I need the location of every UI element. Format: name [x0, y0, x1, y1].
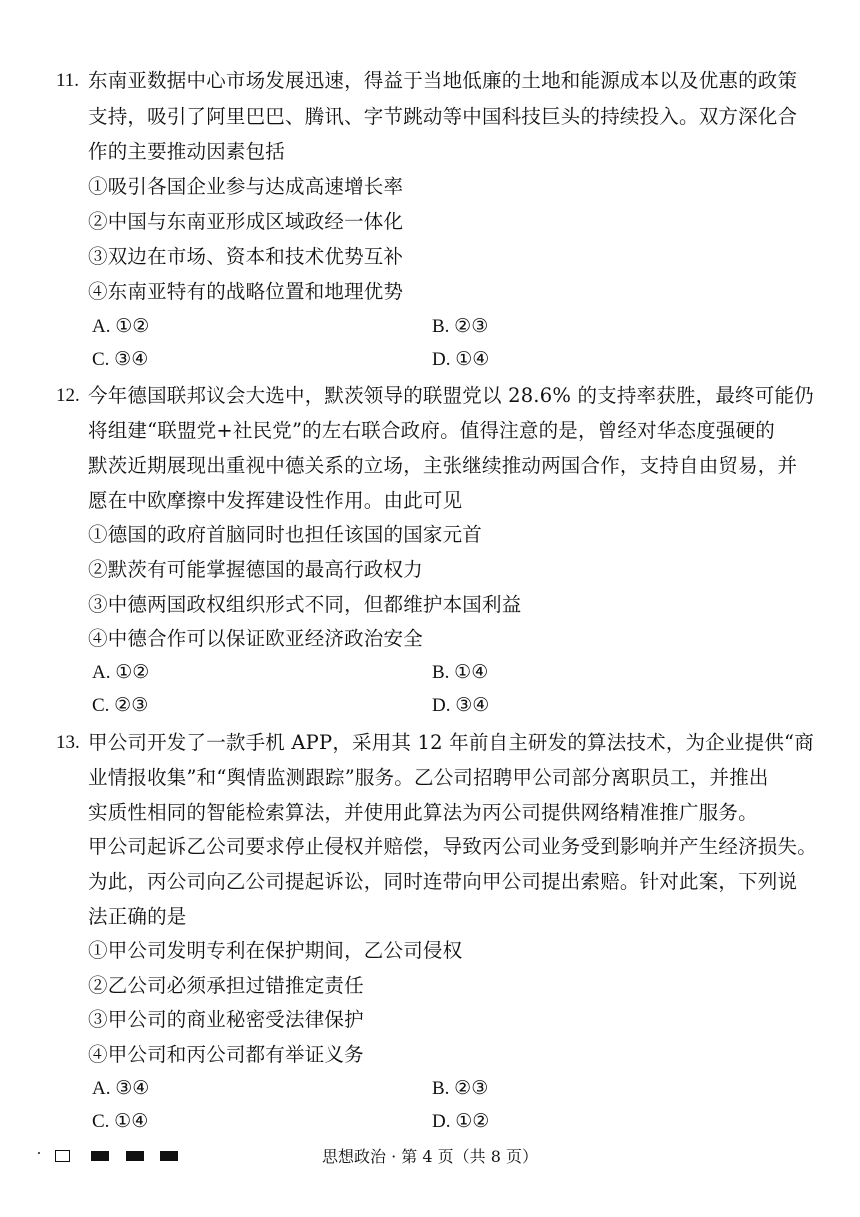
statement-item: ②默茨有可能掌握德国的最高行政权力 [88, 558, 423, 581]
question-stem-line: 作的主要推动因素包括 [88, 140, 286, 163]
answer-option-b: B. ②③ [432, 316, 489, 337]
answer-option-a: A. ③④ [92, 1078, 150, 1099]
answer-option-b: B. ①④ [432, 662, 489, 683]
answer-option-a: A. ①② [92, 662, 150, 683]
answer-option-b: B. ②③ [432, 1078, 489, 1099]
answer-option-a: A. ①② [92, 316, 150, 337]
statement-item: ④甲公司和丙公司都有举证义务 [88, 1043, 364, 1066]
question-stem-line: 东南亚数据中心市场发展迅速，得益于当地低廉的土地和能源成本以及优惠的政策 [88, 69, 798, 92]
statement-item: ④中德合作可以保证欧亚经济政治安全 [88, 627, 423, 650]
statement-item: ②乙公司必须承担过错推定责任 [88, 974, 364, 997]
question-stem-line: 默茨近期展现出重视中德关系的立场，主张继续推动两国合作，支持自由贸易，并 [88, 454, 798, 477]
answer-option-d: D. ①④ [432, 349, 490, 370]
question-stem-line: 愿在中欧摩擦中发挥建设性作用。由此可见 [88, 489, 463, 512]
question-stem-line: 法正确的是 [88, 905, 187, 928]
statement-item: ①德国的政府首脑同时也担任该国的国家元首 [88, 523, 483, 546]
statement-item: ④东南亚特有的战略位置和地理优势 [88, 280, 404, 303]
statement-item: ③双边在市场、资本和技术优势互补 [88, 245, 404, 268]
statement-item: ③甲公司的商业秘密受法律保护 [88, 1008, 364, 1031]
question-stem-line: 支持，吸引了阿里巴巴、腾讯、字节跳动等中国科技巨头的持续投入。双方深化合 [88, 105, 798, 128]
statement-item: ①甲公司发明专利在保护期间，乙公司侵权 [88, 939, 463, 962]
answer-option-c: C. ①④ [92, 1111, 149, 1132]
answer-option-c: C. ②③ [92, 695, 149, 716]
question-stem-line: 业情报收集”和“舆情监测跟踪”服务。乙公司招聘甲公司部分离职员工，并推出 [88, 766, 769, 789]
answer-option-c: C. ③④ [92, 349, 149, 370]
question-number: 13. [56, 732, 80, 753]
question-stem-line: 甲公司起诉乙公司要求停止侵权并赔偿，导致丙公司业务受到影响并产生经济损失。 [88, 835, 817, 858]
page-footer: 思想政治 · 第 4 页（共 8 页） [322, 1147, 538, 1166]
question-stem-line: 今年德国联邦议会大选中，默茨领导的联盟党以 28.6% 的支持率获胜，最终可能仍 [88, 384, 814, 407]
statement-item: ②中国与东南亚形成区域政经一体化 [88, 210, 404, 233]
question-stem-line: 甲公司开发了一款手机 APP，采用其 12 年前自主研发的算法技术，为企业提供“商 [88, 731, 814, 754]
question-stem-line: 将组建“联盟党+社民党”的左右联合政府。值得注意的是，曾经对华态度强硬的 [88, 419, 775, 442]
question-number: 11. [56, 70, 80, 91]
statement-item: ③中德两国政权组织形式不同，但都维护本国利益 [88, 593, 522, 616]
answer-option-d: D. ③④ [432, 695, 490, 716]
question-stem-line: 实质性相同的智能检索算法，并使用此算法为丙公司提供网络精准推广服务。 [88, 801, 758, 824]
answer-option-d: D. ①② [432, 1111, 490, 1132]
question-stem-line: 为此，丙公司向乙公司提起诉讼，同时连带向甲公司提出索赔。针对此案，下列说 [88, 870, 798, 893]
statement-item: ①吸引各国企业参与达成高速增长率 [88, 175, 404, 198]
question-number: 12. [56, 385, 80, 406]
